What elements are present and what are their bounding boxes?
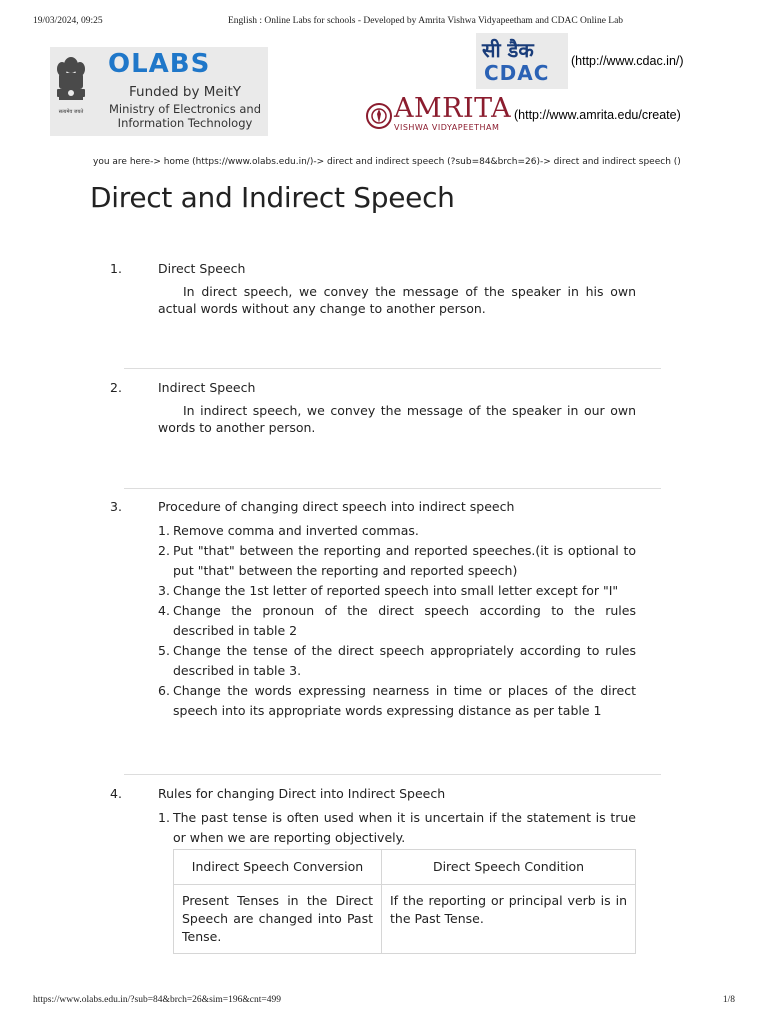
cdac-logo[interactable] xyxy=(476,33,568,89)
list-item: 5. Change the tense of the direct speech appropriately according to rules described in table 3. xyxy=(158,643,636,678)
amrita-seal-icon xyxy=(366,103,392,129)
tense-rules-table xyxy=(173,849,636,954)
ministry-line-1: Ministry of Electronics and xyxy=(109,102,261,116)
section-text-indirect-speech: In indirect speech, we convey the message of the speaker in our own words to another person. xyxy=(158,403,636,435)
table-header-row xyxy=(174,850,636,885)
section-divider xyxy=(124,774,661,775)
rules-list xyxy=(158,808,636,848)
cdac-latin-wordmark: CDAC xyxy=(484,61,550,85)
section-heading-direct-speech: Direct Speech xyxy=(158,261,246,276)
amrita-wordmark[interactable]: AMRITA xyxy=(394,93,512,124)
national-emblem-icon xyxy=(53,51,89,133)
list-item: 3. Change the 1st letter of reported speech into small letter except for "I" xyxy=(158,583,619,598)
section-divider xyxy=(124,488,661,489)
section-divider xyxy=(124,368,661,369)
section-text-direct-speech: In direct speech, we convey the message of the speaker in his own actual words without any change to another person. xyxy=(158,284,636,316)
amrita-link[interactable]: (http://www.amrita.edu/create) xyxy=(514,108,681,122)
section-number: 3. xyxy=(110,499,122,514)
amrita-subtitle: VISHWA VIDYAPEETHAM xyxy=(394,123,500,132)
list-item: 1. The past tense is often used when it is uncertain if the statement is true or when we are reporting objectively. xyxy=(158,810,636,845)
table-row xyxy=(174,885,636,954)
list-item: 6. Change the words expressing nearness in time or places of the direct speech into its appropriate words expressing distance as per table 1 xyxy=(158,683,636,718)
breadcrumb[interactable]: you are here-> home (https://www.olabs.edu.in/)-> direct and indirect speech (?sub=84&brch=26)-> direct and indirect speech () xyxy=(93,157,681,167)
print-page-title: English : Online Labs for schools - Developed by Amrita Vishwa Vidyapeetham and CDAC Online Lab xyxy=(228,16,624,26)
cdac-link[interactable]: (http://www.cdac.in/) xyxy=(571,54,684,68)
table-cell: Present Tenses in the Direct Speech are changed into Past Tense. xyxy=(174,885,382,954)
print-page-number: 1/8 xyxy=(722,995,735,1005)
funded-by: Funded by MeitY xyxy=(129,84,241,100)
page-title: Direct and Indirect Speech xyxy=(90,181,455,214)
section-heading-procedure: Procedure of changing direct speech into indirect speech xyxy=(158,499,515,514)
section-number: 1. xyxy=(110,261,122,276)
olabs-funding-text xyxy=(105,83,265,130)
olabs-logo[interactable] xyxy=(50,47,268,136)
section-number: 2. xyxy=(110,380,122,395)
table-header: Indirect Speech Conversion xyxy=(174,850,382,885)
emblem-caption: सत्यमेव जयते xyxy=(58,109,84,115)
list-item: 1. Remove comma and inverted commas. xyxy=(158,523,419,538)
print-url: https://www.olabs.edu.in/?sub=84&brch=26&sim=196&cnt=499 xyxy=(33,995,282,1005)
procedure-list xyxy=(158,521,636,721)
table-header: Direct Speech Condition xyxy=(382,850,636,885)
section-number: 4. xyxy=(110,786,122,801)
table-cell: If the reporting or principal verb is in the Past Tense. xyxy=(382,885,636,954)
ministry-line-2: Information Technology xyxy=(117,116,253,130)
list-item: 4. Change the pronoun of the direct speech according to the rules described in table 2 xyxy=(158,603,636,638)
section-heading-rules: Rules for changing Direct into Indirect Speech xyxy=(158,786,446,801)
cdac-hindi-wordmark: सी डैक xyxy=(482,38,534,62)
section-heading-indirect-speech: Indirect Speech xyxy=(158,380,256,395)
list-item: 2. Put "that" between the reporting and reported speeches.(it is optional to put "that" between the reporting and reported speech) xyxy=(158,543,636,578)
print-datetime: 19/03/2024, 09:25 xyxy=(33,16,103,26)
olabs-wordmark: OLABS xyxy=(108,49,211,79)
